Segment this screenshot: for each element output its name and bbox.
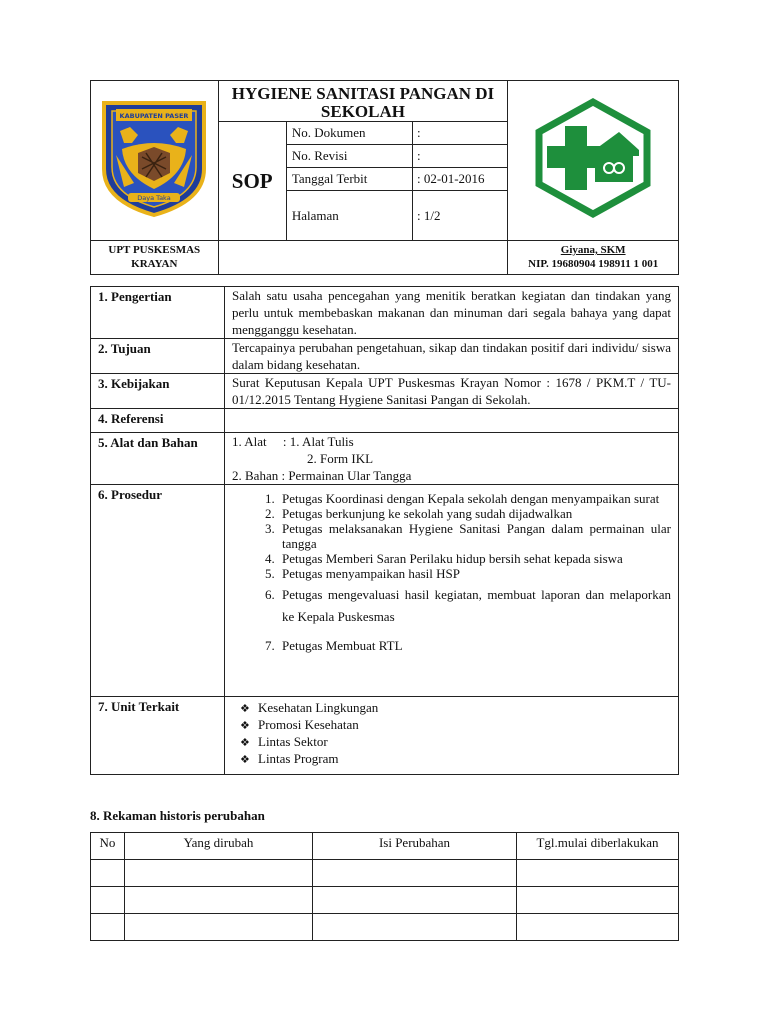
text-alat-bahan xyxy=(225,433,679,485)
meta-label-tanggal: Tanggal Terbit xyxy=(286,168,412,191)
signer-nip: NIP. 19680904 198911 1 001 xyxy=(528,258,659,270)
prosedur-step: 3. Petugas melaksanakan Hygiene Sanitasi Pangan dalam permainan ular tangga xyxy=(278,521,671,551)
prosedur-list xyxy=(232,491,671,653)
prosedur-step: 1. Petugas Koordinasi dengan Kepala sekolah dengan menyampaikan surat xyxy=(278,491,671,506)
unit-terkait-cell xyxy=(225,697,679,775)
logo-banner-text: KABUPATEN PASER xyxy=(119,112,189,120)
list-item: ❖ Kesehatan Lingkungan xyxy=(240,700,379,715)
document-title: HYGIENE SANITASI PANGAN DI SEKOLAH xyxy=(218,81,508,122)
unit-line-1: UPT PUSKESMAS xyxy=(108,244,201,256)
label-unit-terkait: 7. Unit Terkait xyxy=(91,697,225,775)
alat-line-3: 2. Bahan : Permainan Ular Tangga xyxy=(232,468,412,483)
list-item: ❖ Lintas Sektor xyxy=(240,734,328,749)
label-referensi: 4. Referensi xyxy=(91,409,225,433)
sop-content-table xyxy=(90,286,679,775)
logo-motto-text: Daya Taka xyxy=(137,194,171,202)
table-row xyxy=(91,887,679,914)
left-logo-cell xyxy=(91,81,219,241)
alat-line-1: 1. Alat : 1. Alat Tulis xyxy=(232,434,354,449)
table-row xyxy=(91,860,679,887)
unit-name xyxy=(91,241,219,275)
prosedur-step: 4. Petugas Memberi Saran Perilaku hidup bersih sehat kepada siswa xyxy=(278,551,671,566)
rekaman-header-no: No xyxy=(91,833,125,860)
rekaman-table xyxy=(90,832,679,941)
text-referensi xyxy=(225,409,679,433)
meta-value-revisi: : xyxy=(413,145,508,168)
label-prosedur: 6. Prosedur xyxy=(91,485,225,697)
diamond-bullet-icon: ❖ xyxy=(240,703,250,715)
unit-terkait-list xyxy=(232,700,671,768)
label-tujuan: 2. Tujuan xyxy=(91,339,225,374)
meta-value-tanggal: : 02-01-2016 xyxy=(413,168,508,191)
prosedur-step: 5. Petugas menyampaikan hasil HSP xyxy=(278,566,671,581)
unit-line-2: KRAYAN xyxy=(131,258,178,270)
rekaman-header-tgl: Tgl.mulai diberlakukan xyxy=(517,833,679,860)
label-alat-bahan: 5. Alat dan Bahan xyxy=(91,433,225,485)
header-empty-cell xyxy=(218,241,508,275)
prosedur-step: 6. Petugas mengevaluasi hasil kegiatan, membuat laporan dan melaporkan ke Kepala Puskesmas xyxy=(278,584,671,628)
diamond-bullet-icon: ❖ xyxy=(240,720,250,732)
puskesmas-logo-icon xyxy=(533,98,653,218)
label-pengertian: 1. Pengertian xyxy=(91,287,225,339)
meta-label-halaman: Halaman xyxy=(286,191,412,241)
kabupaten-paser-logo-icon xyxy=(98,97,210,219)
prosedur-step: 2. Petugas berkunjung ke sekolah yang sudah dijadwalkan xyxy=(278,506,671,521)
signer-name: Giyana, SKM xyxy=(560,244,626,256)
meta-value-dokumen: : xyxy=(413,122,508,145)
meta-label-revisi: No. Revisi xyxy=(286,145,412,168)
text-tujuan: Tercapainya perubahan pengetahuan, sikap dan tindakan positif dari individu/ siswa dalam bidang kesehatan. xyxy=(225,339,679,374)
list-item: ❖ Lintas Program xyxy=(240,751,339,766)
label-kebijakan: 3. Kebijakan xyxy=(91,374,225,409)
alat-line-2: 2. Form IKL xyxy=(307,451,374,466)
prosedur-cell xyxy=(225,485,679,697)
sop-label: SOP xyxy=(218,122,286,241)
meta-label-dokumen: No. Dokumen xyxy=(286,122,412,145)
rekaman-header-isi: Isi Perubahan xyxy=(313,833,517,860)
diamond-bullet-icon: ❖ xyxy=(240,737,250,749)
rekaman-title: 8. Rekaman historis perubahan xyxy=(90,808,265,823)
table-row xyxy=(91,914,679,941)
text-pengertian: Salah satu usaha pencegahan yang menitik beratkan kegiatan dan tindakan yang perlu untuk membebaskan makanan dan minuman dari segala bahaya yang dapat mengganggu kesehatan. xyxy=(225,287,679,339)
right-logo-cell xyxy=(508,81,679,241)
signer-block xyxy=(508,241,679,275)
list-item: ❖ Promosi Kesehatan xyxy=(240,717,359,732)
diamond-bullet-icon: ❖ xyxy=(240,754,250,766)
header-table xyxy=(90,80,679,275)
prosedur-step: 7. Petugas Membuat RTL xyxy=(278,638,671,653)
rekaman-header-dirubah: Yang dirubah xyxy=(125,833,313,860)
text-kebijakan: Surat Keputusan Kepala UPT Puskesmas Krayan Nomor : 1678 / PKM.T / TU-01/12.2015 Tentang Hygiene Sanitasi Pangan di Sekolah. xyxy=(225,374,679,409)
meta-value-halaman: : 1/2 xyxy=(413,191,508,241)
